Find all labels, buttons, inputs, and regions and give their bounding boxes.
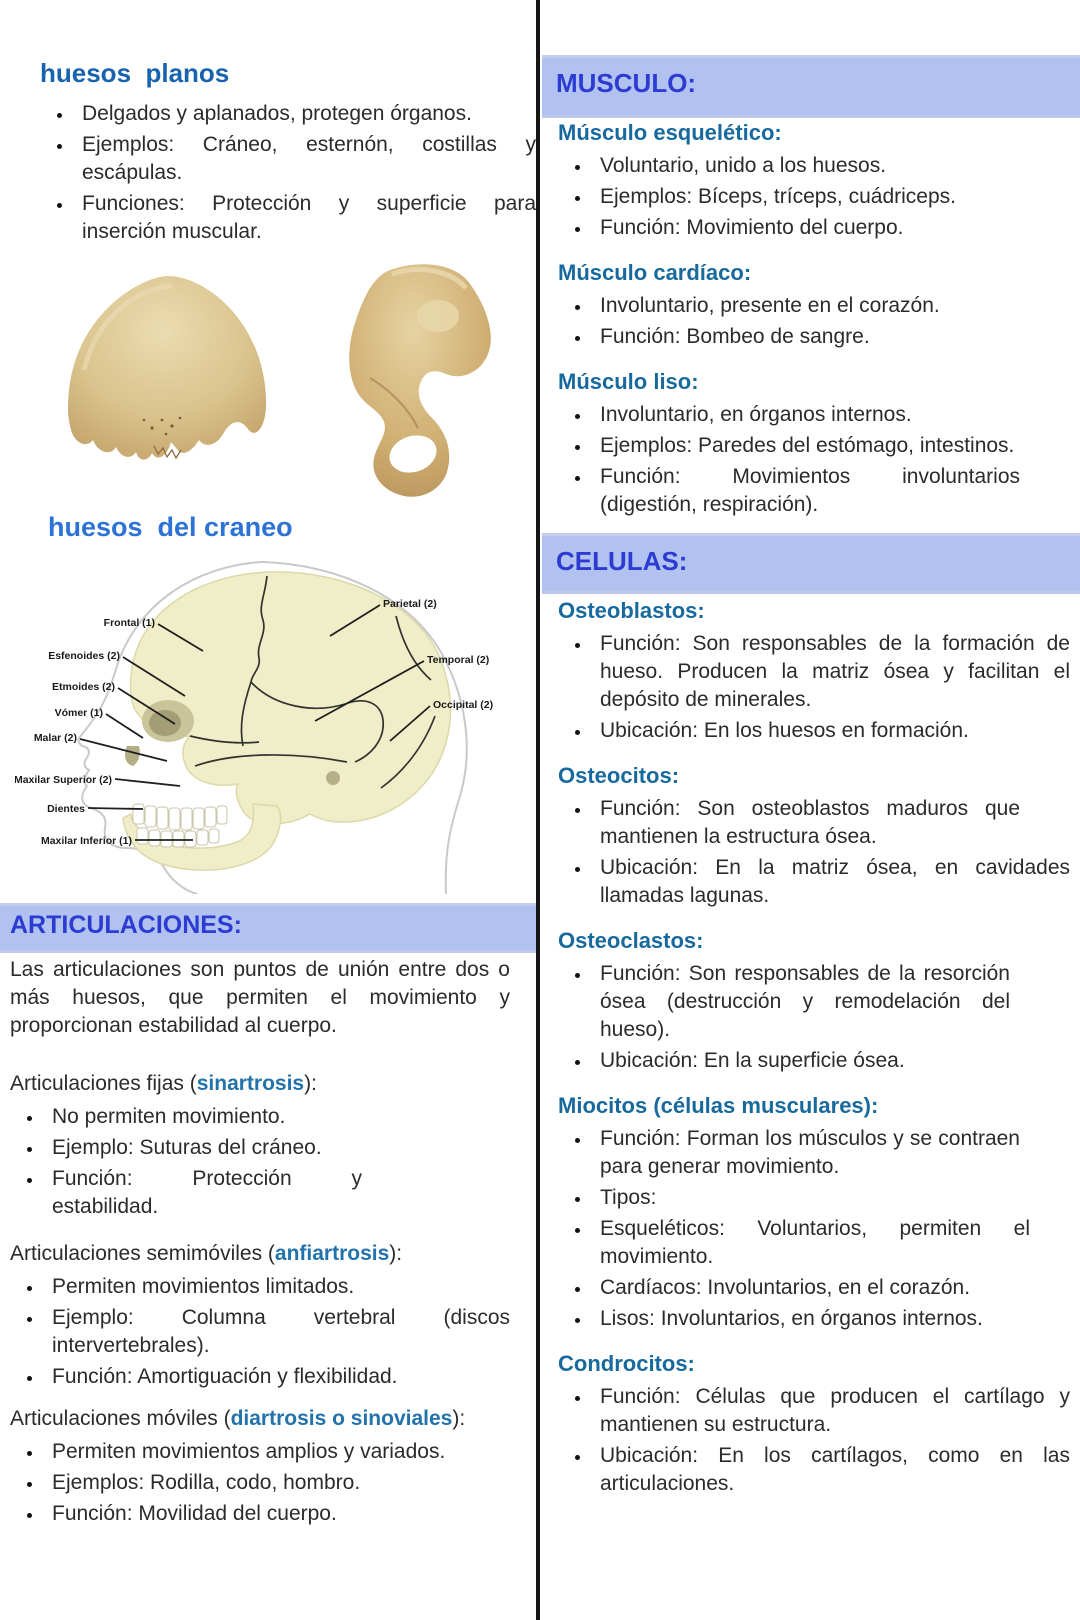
list-item: • No permiten movimiento. xyxy=(44,1103,510,1131)
skull-label-temporal: Temporal (2) xyxy=(427,654,490,666)
list-item: • Involuntario, en órganos internos. xyxy=(592,401,1070,429)
skull-label-maxilar-superior: Maxilar Superior (2) xyxy=(15,774,112,786)
articulaciones-header-band xyxy=(0,903,537,953)
list-item: • Ejemplo: Columna vertebral (discos intervertebrales). xyxy=(44,1304,510,1360)
hip-bone-image xyxy=(300,258,505,500)
celulas-header-band xyxy=(542,533,1080,594)
section-musculo-cardiaco xyxy=(558,258,1070,351)
skull-label-malar: Malar (2) xyxy=(33,732,77,744)
skull-label-dientes: Dientes xyxy=(47,803,85,815)
flat-bones-heading: huesos planos xyxy=(40,58,230,88)
list-item: • Voluntario, unido a los huesos. xyxy=(592,152,1070,180)
section-title: Osteoblastos: xyxy=(558,598,705,623)
column-divider xyxy=(536,0,540,1620)
joint-term: diartrosis o sinoviales xyxy=(230,1407,453,1430)
section-title: Osteoclastos: xyxy=(558,928,704,953)
list-item: • Tipos: xyxy=(592,1184,1070,1212)
joint-term: sinartrosis xyxy=(196,1072,305,1095)
section-title: Osteocitos: xyxy=(558,763,680,788)
section-title: Músculo liso: xyxy=(558,369,699,394)
list-item: • Lisos: Involuntarios, en órganos internos. xyxy=(592,1305,1070,1333)
flat-bones-list xyxy=(40,100,536,249)
section-condrocitos xyxy=(558,1349,1070,1498)
skull-label-vomer: Vómer (1) xyxy=(54,707,103,719)
section-title: Músculo cardíaco: xyxy=(558,260,752,285)
list-item: • Ejemplos: Rodilla, codo, hombro. xyxy=(44,1469,510,1497)
section-osteoblastos xyxy=(558,596,1070,745)
joint-group-moviles xyxy=(10,1405,510,1528)
list-item: • Ubicación: En los cartílagos, como en las articulaciones. xyxy=(592,1442,1070,1498)
list-item: • Función: Células que producen el cartílago y mantienen su estructura. xyxy=(592,1383,1070,1439)
skull-label-esfenoides: Esfenoides (2) xyxy=(48,650,120,662)
list-item: • Ubicación: En los huesos en formación. xyxy=(592,717,1070,745)
section-title: Músculo esquelético: xyxy=(558,120,782,145)
list-item: • Ejemplos: Bíceps, tríceps, cuádriceps. xyxy=(592,183,1070,211)
list-item: • Función: Movilidad del cuerpo. xyxy=(44,1500,510,1528)
list-item: • Permiten movimientos limitados. xyxy=(44,1273,510,1301)
frontal-bone-image xyxy=(54,250,280,500)
list-item: • Involuntario, presente en el corazón. xyxy=(592,292,1070,320)
list-item: • Cardíacos: Involuntarios, en el corazón. xyxy=(592,1274,1070,1302)
list-item: • Ejemplos: Cráneo, esternón, costillas y escápulas. xyxy=(74,131,536,187)
list-item: • Ubicación: En la superficie ósea. xyxy=(592,1047,1070,1075)
articulaciones-groups xyxy=(10,1070,510,1547)
section-osteoclastos xyxy=(558,926,1070,1075)
skull-label-occipital: Occipital (2) xyxy=(433,699,494,711)
list-item: • Función: Forman los músculos y se contraen para generar movimiento. xyxy=(592,1125,1020,1181)
section-title: Condrocitos: xyxy=(558,1351,695,1376)
joint-group-heading: Articulaciones fijas (sinartrosis): xyxy=(10,1072,317,1095)
skull-diagram xyxy=(15,556,510,894)
skull-label-maxilar-inferior: Maxilar Inferior (1) xyxy=(40,835,132,847)
skull-label-etmoides: Etmoides (2) xyxy=(51,681,115,693)
list-item: • Ejemplo: Suturas del cráneo. xyxy=(44,1134,510,1162)
list-item: • Ubicación: En la matriz ósea, en cavidades llamadas lagunas. xyxy=(592,854,1070,910)
section-musculo-liso xyxy=(558,367,1070,519)
articulaciones-intro: Las articulaciones son puntos de unión entre dos o más huesos, que permiten el movimiento y proporcionan estabilidad al cuerpo. xyxy=(10,958,510,1037)
list-item: • Delgados y aplanados, protegen órganos. xyxy=(74,100,536,128)
joint-group-heading: Articulaciones móviles (diartrosis o sinoviales): xyxy=(10,1407,466,1430)
list-item: • Función: Son osteoblastos maduros que mantienen la estructura ósea. xyxy=(592,795,1020,851)
list-item: • Funciones: Protección y superficie para inserción muscular. xyxy=(74,190,536,246)
bone-photos xyxy=(48,250,508,500)
musculo-header-band xyxy=(542,55,1080,118)
joint-group-heading: Articulaciones semimóviles (anfiartrosis): xyxy=(10,1242,403,1265)
joint-term: anfiartrosis xyxy=(274,1242,390,1265)
celulas-sections xyxy=(558,596,1070,1514)
section-title: Miocitos (células musculares): xyxy=(558,1093,879,1118)
list-item: • Función: Bombeo de sangre. xyxy=(592,323,1070,351)
musculo-sections xyxy=(558,118,1070,535)
list-item: • Función: Amortiguación y flexibilidad. xyxy=(44,1363,510,1391)
list-item: • Función: Son responsables de la formación de hueso. Producen la matriz ósea y facilitan el depósito de minerales. xyxy=(592,630,1070,714)
list-item: • Función: Movimientos involuntarios (digestión, respiración). xyxy=(592,463,1020,519)
joint-group-fijas xyxy=(10,1070,510,1221)
list-item: • Función: Movimiento del cuerpo. xyxy=(592,214,1070,242)
joint-group-semimoviles xyxy=(10,1240,510,1391)
section-miocitos xyxy=(558,1091,1070,1333)
section-osteocitos xyxy=(558,761,1070,910)
skull-label-parietal: Parietal (2) xyxy=(383,598,437,610)
section-musculo-esqueletico xyxy=(558,118,1070,242)
list-item: • Esqueléticos: Voluntarios, permiten el movimiento. xyxy=(592,1215,1030,1271)
list-item: • Permiten movimientos amplios y variados. xyxy=(44,1438,510,1466)
list-item: • Función: Son responsables de la resorción ósea (destrucción y remodelación del hueso). xyxy=(592,960,1010,1044)
list-item: • Función: Protección y estabilidad. xyxy=(44,1165,362,1221)
skull-label-frontal: Frontal (1) xyxy=(103,617,155,629)
celulas-header: CELULAS: xyxy=(556,546,688,576)
skull-bones-heading: huesos del craneo xyxy=(48,512,293,542)
musculo-header: MUSCULO: xyxy=(556,68,697,98)
articulaciones-header: ARTICULACIONES: xyxy=(10,911,242,939)
list-item: • Ejemplos: Paredes del estómago, intestinos. xyxy=(592,432,1070,460)
